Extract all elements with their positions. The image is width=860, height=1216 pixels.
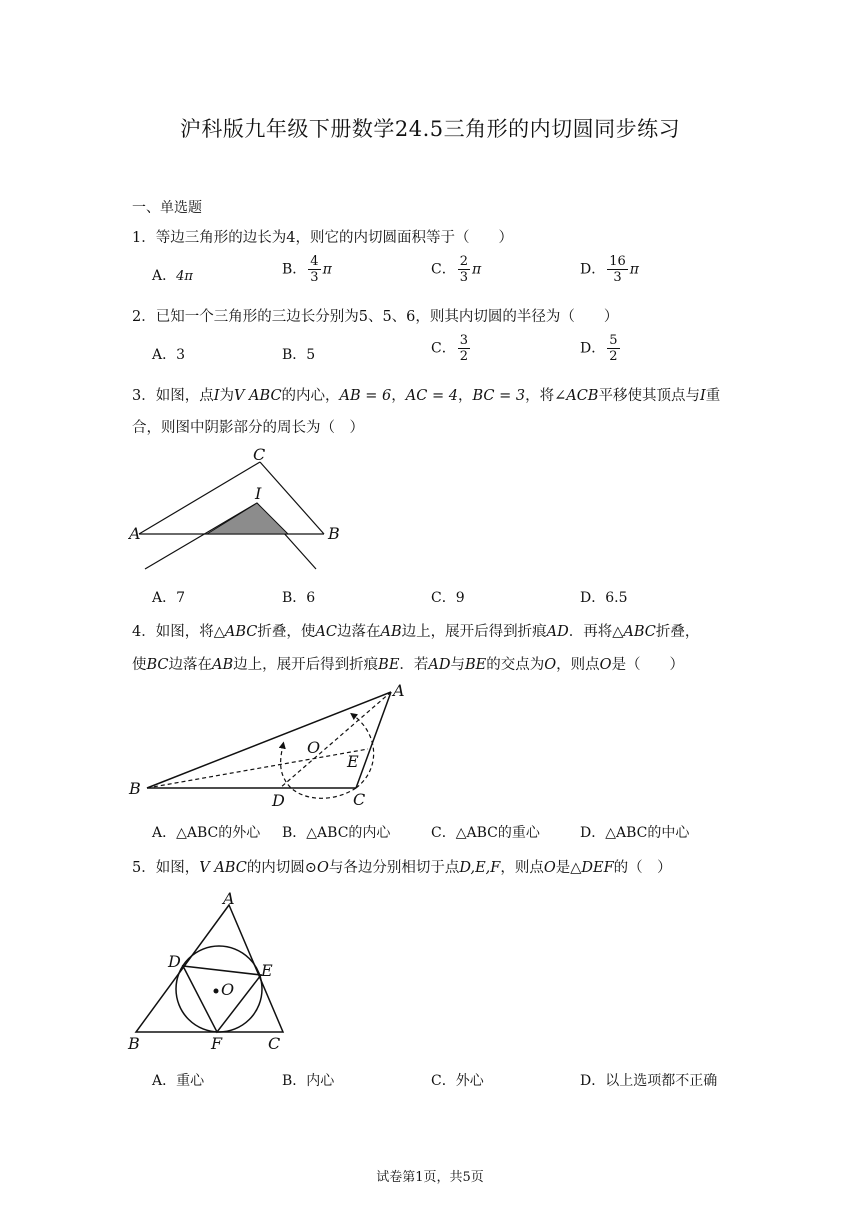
q3-option-a: A．7 <box>152 590 186 606</box>
q5-label-d: D <box>168 952 181 971</box>
q4-label-o: O <box>307 738 321 757</box>
q2-option-a: A．3 <box>152 347 186 363</box>
q3-label-b: B <box>328 524 340 543</box>
q5-label-b: B <box>128 1034 140 1053</box>
q2-option-d: D． $\frac{5}{2}$ <box>580 333 618 364</box>
question-4-line-2: 使BC边落在AB边上，展开后得到折痕BE．若AD与BE的交点为O，则点O是（ ） <box>132 657 685 673</box>
q5-figure <box>125 885 295 1055</box>
question-1-stem: 1．等边三角形的边长为4，则它的内切圆面积等于（ ） <box>132 230 513 246</box>
q4-option-d: D．△ABC的中心 <box>580 825 690 841</box>
q3-option-c: C．9 <box>431 590 465 606</box>
q1-option-a: A．4π <box>152 268 193 284</box>
q2-option-c: C． $\frac{3}{2}$ <box>431 333 468 364</box>
q4-fold-be <box>147 749 368 788</box>
q3-option-d: D．6.5 <box>580 590 628 606</box>
q1-option-b: B． $\frac{4}{3}$ π <box>282 254 332 285</box>
section-heading: 一、单选题 <box>132 200 202 216</box>
q4-option-c: C．△ABC的重心 <box>431 825 540 841</box>
q4-label-e: E <box>347 752 359 771</box>
q4-figure <box>125 680 415 810</box>
q5-option-a: A．重心 <box>152 1073 205 1089</box>
q5-label-a: A <box>223 889 235 908</box>
q4-label-c: C <box>353 790 366 809</box>
q3-label-a: A <box>129 524 141 543</box>
q5-option-d: D．以上选项都不正确 <box>580 1073 718 1089</box>
question-3-line-1: 3．如图，点I为V ABC的内心，AB = 6，AC = 4，BC = 3，将∠ACB平移使其顶点与I重 <box>132 388 721 404</box>
question-2-stem: 2．已知一个三角形的三边长分别为5、5、6，则其内切圆的半径为（ ） <box>132 309 619 325</box>
q3-figure <box>128 444 348 574</box>
q5-triangle-def <box>183 966 261 1032</box>
page-title: 沪科版九年级下册数学24.5三角形的内切圆同步练习 <box>179 117 681 141</box>
q4-option-a: A．△ABC的外心 <box>152 825 261 841</box>
q5-center-dot <box>214 989 219 994</box>
question-4-line-1: 4．如图，将△ABC折叠，使AC边落在AB边上，展开后得到折痕AD．再将△ABC折叠， <box>132 624 700 640</box>
q3-label-i: I <box>255 484 262 503</box>
q4-option-b: B．△ABC的内心 <box>282 825 391 841</box>
question-3-line-2: 合，则图中阴影部分的周长为（ ） <box>132 420 364 436</box>
q5-label-e: E <box>261 961 273 980</box>
q4-label-b: B <box>129 779 141 798</box>
page-footer: 试卷第1页，共5页 <box>376 1170 484 1185</box>
q5-option-c: C．外心 <box>431 1073 484 1089</box>
q1-option-d: D． $\frac{16}{3}$ π <box>580 254 639 285</box>
q5-option-b: B．内心 <box>282 1073 335 1089</box>
q5-label-o: O <box>221 980 235 999</box>
question-5-stem: 5．如图，V ABC的内切圆⊙O与各边分别相切于点D,E,F，则点O是△DEF的（ ） <box>132 860 672 876</box>
q5-label-c: C <box>268 1034 281 1053</box>
q4-label-d: D <box>272 791 285 810</box>
q4-label-a: A <box>393 681 405 700</box>
q3-label-c: C <box>253 445 266 464</box>
q3-shaded-triangle <box>207 503 288 534</box>
q5-label-f: F <box>211 1034 223 1053</box>
q4-side-ba <box>147 692 391 788</box>
q2-option-b: B．5 <box>282 347 316 363</box>
q4-fold-ad <box>280 692 391 788</box>
q5-incircle <box>176 946 262 1032</box>
q3-option-b: B．6 <box>282 590 316 606</box>
q1-option-c: C． $\frac{2}{3}$ π <box>431 254 482 285</box>
